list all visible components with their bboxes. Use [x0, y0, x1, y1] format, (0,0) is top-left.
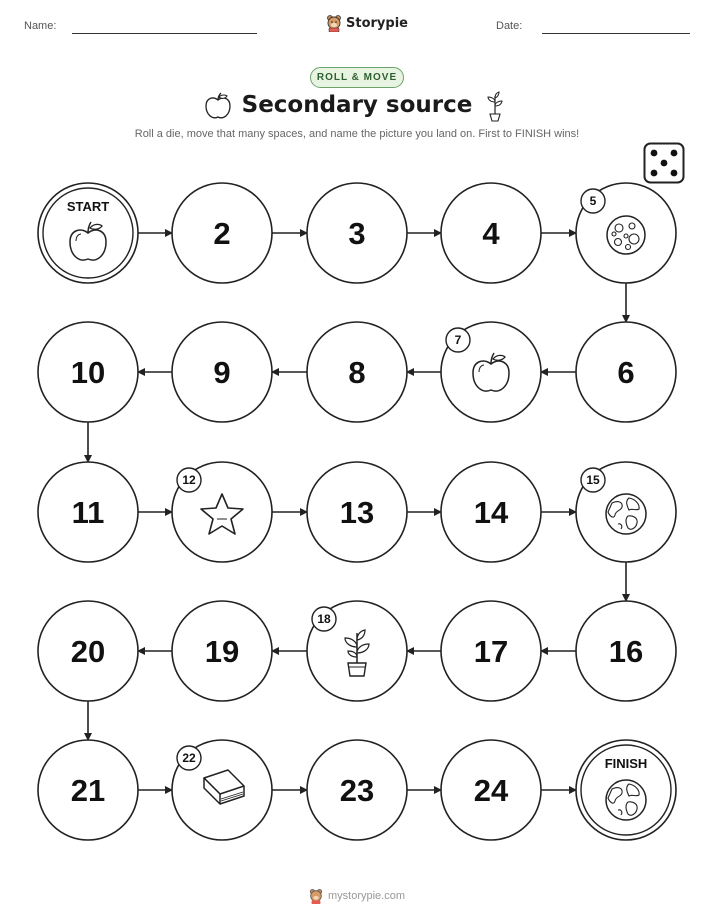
board-space-13[interactable] — [307, 462, 407, 562]
finish-label: FINISH — [604, 756, 648, 771]
activity-type-badge: ROLL & MOVE — [310, 67, 404, 88]
board-space-17[interactable] — [441, 601, 541, 701]
start-space[interactable] — [38, 183, 138, 283]
space-number: 23 — [339, 773, 375, 808]
space-number: 9 — [213, 355, 231, 390]
space-number: 2 — [213, 216, 231, 251]
date-label: Date: — [496, 20, 523, 32]
space-number: 19 — [204, 634, 240, 669]
space-number: 6 — [617, 355, 635, 390]
board-space-16[interactable] — [576, 601, 676, 701]
space-number: 12 — [182, 473, 196, 487]
instructions: Roll a die, move that many spaces, and name the picture you land on. First to FINISH wins! — [134, 128, 580, 140]
space-number: 3 — [348, 216, 366, 251]
board-space-20[interactable] — [38, 601, 138, 701]
name-label: Name: — [24, 20, 57, 32]
board-space-19[interactable] — [172, 601, 272, 701]
space-number: 8 — [348, 355, 366, 390]
start-label: START — [66, 199, 110, 214]
space-number: 24 — [473, 773, 509, 808]
space-number: 22 — [182, 751, 196, 765]
board-space-11[interactable] — [38, 462, 138, 562]
board-space-14[interactable] — [441, 462, 541, 562]
board-space-4[interactable] — [441, 183, 541, 283]
space-number: 11 — [71, 495, 105, 530]
space-number: 18 — [317, 612, 331, 626]
board-space-18[interactable] — [307, 601, 407, 701]
space-number: 14 — [473, 495, 509, 530]
footer — [308, 888, 405, 904]
footer-site: mystorypie.com — [328, 890, 406, 902]
board-space-8[interactable] — [307, 322, 407, 422]
space-number: 15 — [586, 473, 600, 487]
board-space-2[interactable] — [172, 183, 272, 283]
space-number: 20 — [70, 634, 106, 669]
board-space-5[interactable] — [576, 183, 676, 283]
moon-icon — [607, 216, 645, 254]
brand-name: Storypie — [346, 15, 408, 31]
page-title: Secondary source — [241, 92, 473, 118]
space-number: 21 — [70, 773, 106, 808]
board-space-21[interactable] — [38, 740, 138, 840]
board-space-3[interactable] — [307, 183, 407, 283]
bear-mascot-icon — [308, 888, 324, 904]
finish-space[interactable] — [576, 740, 676, 840]
board-space-15[interactable] — [576, 462, 676, 562]
board-space-10[interactable] — [38, 322, 138, 422]
earth-icon — [606, 494, 646, 534]
board-space-9[interactable] — [172, 322, 272, 422]
board-space-6[interactable] — [576, 322, 676, 422]
space-number: 5 — [589, 194, 597, 208]
space-number: 17 — [473, 634, 509, 669]
space-number: 4 — [482, 216, 500, 251]
board-space-22[interactable] — [172, 740, 272, 840]
board-space-24[interactable] — [441, 740, 541, 840]
earth-icon — [606, 780, 646, 820]
board-space-7[interactable] — [441, 322, 541, 422]
board-space-23[interactable] — [307, 740, 407, 840]
space-number: 16 — [608, 634, 644, 669]
space-number: 7 — [454, 333, 462, 347]
space-number: 10 — [70, 355, 106, 390]
board-space-12[interactable] — [172, 462, 272, 562]
space-number: 13 — [339, 495, 375, 530]
